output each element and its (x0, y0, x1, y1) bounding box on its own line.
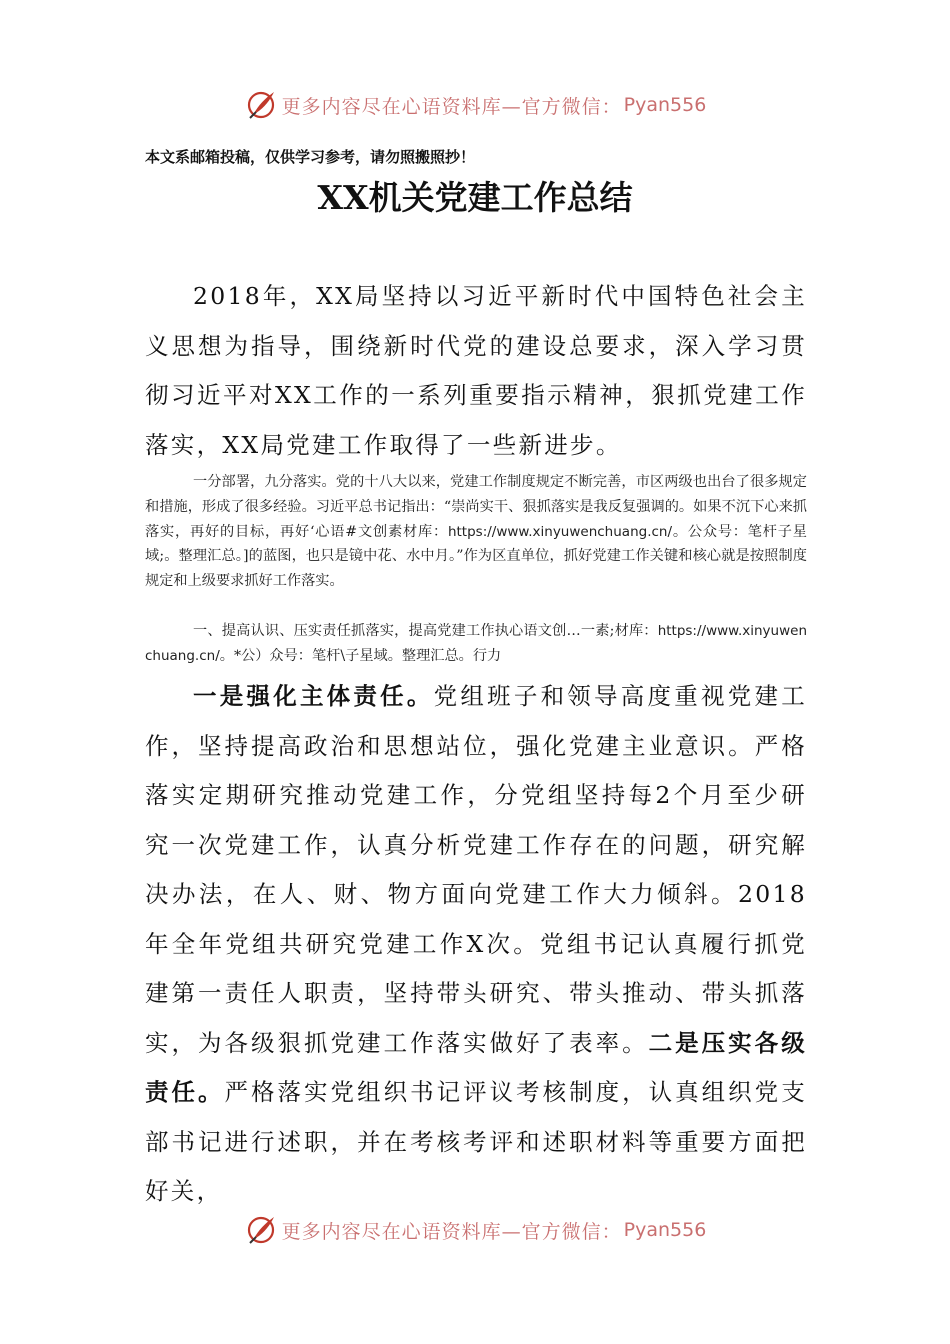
feather-pen-logo-icon (244, 1213, 278, 1247)
banner-wechat-id: Pyan556 (623, 94, 707, 116)
small-paragraph-1-text-b: 。公众号：笔杆子星域;。整理汇总。]的蓝图，也只是镜中花、水中月。”作为区直单位，抓好党建工作关键和核心就是按照制度规定和上级要求抓好工作落实。 (145, 523, 807, 590)
body-text-1: 党组班子和领导高度重视党建工作，坚持提高政治和思想站位，强化党建主业意识。严格落实定期研究推动党建工作，分党组坚持每2个月至少研究一次党建工作，认真分析党建工作存在的问题，研究解决办法，在人、财、物方面向党建工作大力倾斜。2018年全年党组共研究党建工作X次。党组书记认真履行抓党建第一责任人职责，坚持带头研究、带头推动、带头抓落实，为各级狠抓党建工作落实做好了表率。 (145, 682, 807, 1057)
intro-paragraph: 2018年，XX局坚持以习近平新时代中国特色社会主义思想为指导，围绕新时代党的建设总要求，深入学习贯彻习近平对XX工作的一系列重要指示精神，狠抓党建工作落实，XX局党建工作取得了一些新进步。 (145, 282, 807, 459)
body-text-2: 严格落实党组织书记评议考核制度，认真组织党支部书记进行述职，并在考核考评和述职材料等重要方面把好关， (145, 1078, 807, 1205)
banner-text: 更多内容尽在心语资料库—官方微信： (281, 1220, 622, 1243)
body-paragraph (145, 672, 807, 1217)
banner-wechat-id: Pyan556 (623, 1219, 707, 1241)
small-paragraph-2-text-b: 。*公）众号：笔杆\子星域。整理汇总。行力 (219, 647, 502, 664)
small-paragraph-2-url: https://www.xinyuwenchuang.cn/ (145, 623, 807, 664)
small-paragraph-1-url: https://www.xinyuwenchuang.cn/ (447, 523, 673, 540)
footer-watermark-banner (0, 1210, 950, 1250)
submission-notice: 本文系邮箱投稿，仅供学习参考，请勿照搬照抄！ (145, 148, 476, 166)
body-lead-2: 二是压实各级责任。 (145, 1028, 807, 1106)
feather-pen-logo-icon (244, 88, 278, 122)
small-paragraph-1-text-a: 一分部署，九分落实。党的十八大以来，党建工作制度规定不断完善，市区两级也出台了很多规定和措施，形成了很多经验。习近平总书记指出：“崇尚实干、狠抓落实是我反复强调的。如果不沉下心来抓落实，再好的目标，再好‘心语#文创素材库： (145, 474, 807, 540)
document-title: XX机关党建工作总结 (317, 178, 633, 217)
body-lead-1: 一是强化主体责任。 (193, 682, 434, 710)
small-paragraph-2-text-a: 一、提高认识、压实责任抓落实，提高党建工作执心语文创…一素;材库： (193, 623, 658, 639)
small-paragraph-2 (145, 619, 807, 669)
banner-text: 更多内容尽在心语资料库—官方微信： (281, 95, 622, 118)
header-watermark-banner (0, 85, 950, 125)
small-paragraph-1 (145, 470, 807, 594)
